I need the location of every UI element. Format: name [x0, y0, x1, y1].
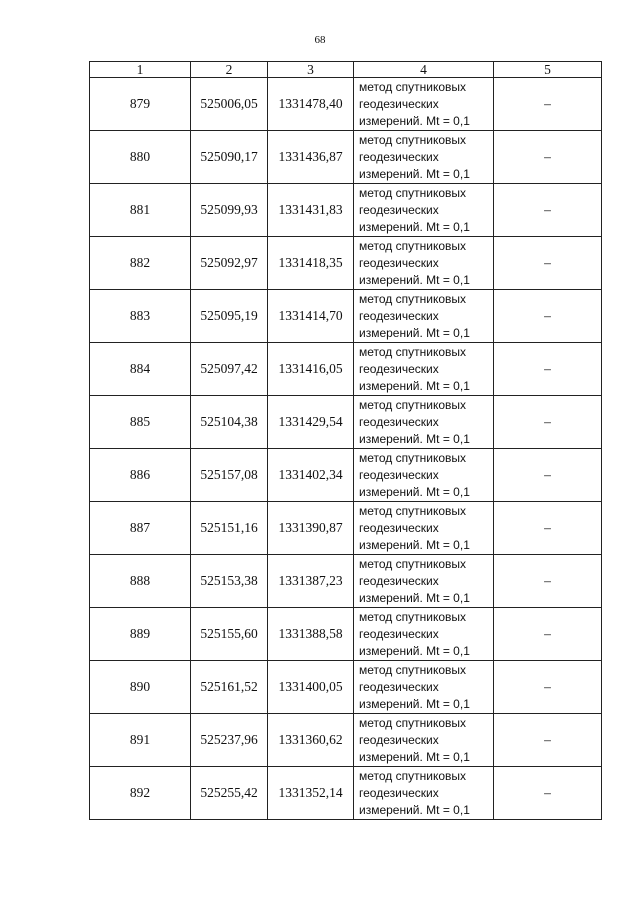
table-row — [90, 237, 602, 290]
y-coordinate-cell: 1331400,05 — [268, 661, 354, 714]
table-row — [90, 608, 602, 661]
method-line: измерений. Mt = 0,1 — [359, 696, 470, 711]
method-line: измерений. Mt = 0,1 — [359, 166, 470, 181]
x-coordinate-cell: 525155,60 — [191, 608, 268, 661]
point-number-cell: 882 — [90, 237, 191, 290]
y-coordinate-cell: 1331390,87 — [268, 502, 354, 555]
y-coordinate-cell: 1331388,58 — [268, 608, 354, 661]
method-line: измерений. Mt = 0,1 — [359, 537, 470, 552]
note-cell: – — [494, 343, 602, 396]
column-header-5: 5 — [494, 62, 602, 78]
method-line: измерений. Mt = 0,1 — [359, 643, 470, 658]
method-line: геодезических — [359, 149, 439, 164]
table-row — [90, 131, 602, 184]
method-line: геодезических — [359, 732, 439, 747]
table-row — [90, 767, 602, 820]
column-header-3: 3 — [268, 62, 354, 78]
method-cell — [354, 608, 494, 661]
method-line: метод спутниковых — [359, 291, 467, 306]
method-line: геодезических — [359, 626, 439, 641]
note-cell: – — [494, 767, 602, 820]
method-line: измерений. Mt = 0,1 — [359, 378, 470, 393]
table-row — [90, 290, 602, 343]
method-line: метод спутниковых — [359, 185, 467, 200]
method-line: метод спутниковых — [359, 344, 467, 359]
method-line: метод спутниковых — [359, 556, 467, 571]
point-number-cell: 890 — [90, 661, 191, 714]
method-cell — [354, 661, 494, 714]
point-number-cell: 889 — [90, 608, 191, 661]
method-line: метод спутниковых — [359, 609, 467, 624]
column-header-2: 2 — [191, 62, 268, 78]
method-line: метод спутниковых — [359, 450, 467, 465]
method-line: метод спутниковых — [359, 397, 467, 412]
x-coordinate-cell: 525092,97 — [191, 237, 268, 290]
method-cell — [354, 184, 494, 237]
method-cell — [354, 449, 494, 502]
method-line: метод спутниковых — [359, 79, 467, 94]
y-coordinate-cell: 1331436,87 — [268, 131, 354, 184]
method-cell — [354, 767, 494, 820]
table-row — [90, 184, 602, 237]
point-number-cell: 881 — [90, 184, 191, 237]
y-coordinate-cell: 1331429,54 — [268, 396, 354, 449]
method-line: геодезических — [359, 573, 439, 588]
note-cell: – — [494, 449, 602, 502]
method-cell — [354, 290, 494, 343]
method-line: геодезических — [359, 308, 439, 323]
point-number-cell: 883 — [90, 290, 191, 343]
y-coordinate-cell: 1331416,05 — [268, 343, 354, 396]
method-line: измерений. Mt = 0,1 — [359, 431, 470, 446]
x-coordinate-cell: 525097,42 — [191, 343, 268, 396]
point-number-cell: 888 — [90, 555, 191, 608]
table-row — [90, 502, 602, 555]
method-line: измерений. Mt = 0,1 — [359, 219, 470, 234]
y-coordinate-cell: 1331352,14 — [268, 767, 354, 820]
point-number-cell: 884 — [90, 343, 191, 396]
method-cell — [354, 714, 494, 767]
method-line: измерений. Mt = 0,1 — [359, 749, 470, 764]
method-line: измерений. Mt = 0,1 — [359, 484, 470, 499]
x-coordinate-cell: 525099,93 — [191, 184, 268, 237]
method-line: метод спутниковых — [359, 715, 467, 730]
point-number-cell: 885 — [90, 396, 191, 449]
y-coordinate-cell: 1331418,35 — [268, 237, 354, 290]
method-cell — [354, 343, 494, 396]
method-line: геодезических — [359, 361, 439, 376]
table-row — [90, 343, 602, 396]
method-line: геодезических — [359, 202, 439, 217]
note-cell: – — [494, 184, 602, 237]
y-coordinate-cell: 1331414,70 — [268, 290, 354, 343]
method-line: метод спутниковых — [359, 132, 467, 147]
method-cell — [354, 502, 494, 555]
table-row — [90, 396, 602, 449]
y-coordinate-cell: 1331478,40 — [268, 78, 354, 131]
y-coordinate-cell: 1331360,62 — [268, 714, 354, 767]
method-cell — [354, 237, 494, 290]
x-coordinate-cell: 525161,52 — [191, 661, 268, 714]
note-cell: – — [494, 290, 602, 343]
table-header-row — [90, 62, 602, 78]
x-coordinate-cell: 525090,17 — [191, 131, 268, 184]
method-line: геодезических — [359, 96, 439, 111]
method-line: геодезических — [359, 255, 439, 270]
method-cell — [354, 78, 494, 131]
column-header-4: 4 — [354, 62, 494, 78]
note-cell: – — [494, 78, 602, 131]
method-line: геодезических — [359, 679, 439, 694]
x-coordinate-cell: 525095,19 — [191, 290, 268, 343]
point-number-cell: 886 — [90, 449, 191, 502]
page-number: 68 — [314, 34, 326, 46]
y-coordinate-cell: 1331431,83 — [268, 184, 354, 237]
x-coordinate-cell: 525237,96 — [191, 714, 268, 767]
table-row — [90, 714, 602, 767]
note-cell: – — [494, 661, 602, 714]
note-cell: – — [494, 555, 602, 608]
x-coordinate-cell: 525104,38 — [191, 396, 268, 449]
method-line: геодезических — [359, 467, 439, 482]
method-line: геодезических — [359, 785, 439, 800]
x-coordinate-cell: 525153,38 — [191, 555, 268, 608]
table-row — [90, 78, 602, 131]
table-row — [90, 555, 602, 608]
method-cell — [354, 131, 494, 184]
point-number-cell: 891 — [90, 714, 191, 767]
y-coordinate-cell: 1331387,23 — [268, 555, 354, 608]
method-line: метод спутниковых — [359, 768, 467, 783]
column-header-1: 1 — [90, 62, 191, 78]
method-cell — [354, 396, 494, 449]
note-cell: – — [494, 714, 602, 767]
x-coordinate-cell: 525157,08 — [191, 449, 268, 502]
point-number-cell: 892 — [90, 767, 191, 820]
y-coordinate-cell: 1331402,34 — [268, 449, 354, 502]
method-line: геодезических — [359, 520, 439, 535]
method-line: геодезических — [359, 414, 439, 429]
x-coordinate-cell: 525255,42 — [191, 767, 268, 820]
method-line: измерений. Mt = 0,1 — [359, 590, 470, 605]
point-number-cell: 879 — [90, 78, 191, 131]
note-cell: – — [494, 237, 602, 290]
x-coordinate-cell: 525151,16 — [191, 502, 268, 555]
method-line: метод спутниковых — [359, 662, 467, 677]
method-line: измерений. Mt = 0,1 — [359, 272, 470, 287]
x-coordinate-cell: 525006,05 — [191, 78, 268, 131]
coordinates-table — [89, 61, 602, 820]
method-line: измерений. Mt = 0,1 — [359, 325, 470, 340]
note-cell: – — [494, 502, 602, 555]
table-row — [90, 449, 602, 502]
method-line: метод спутниковых — [359, 238, 467, 253]
method-line: метод спутниковых — [359, 503, 467, 518]
method-cell — [354, 555, 494, 608]
method-line: измерений. Mt = 0,1 — [359, 113, 470, 128]
table-row — [90, 661, 602, 714]
note-cell: – — [494, 396, 602, 449]
note-cell: – — [494, 131, 602, 184]
point-number-cell: 880 — [90, 131, 191, 184]
note-cell: – — [494, 608, 602, 661]
point-number-cell: 887 — [90, 502, 191, 555]
method-line: измерений. Mt = 0,1 — [359, 802, 470, 817]
